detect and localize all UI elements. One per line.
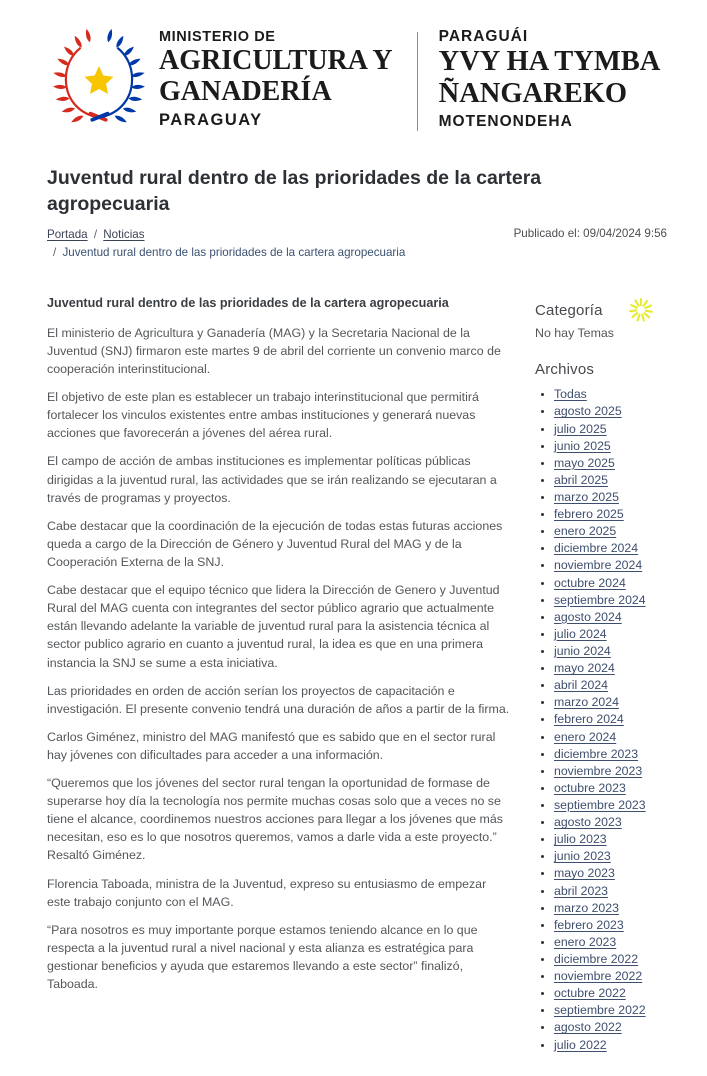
breadcrumb-line1	[47, 226, 405, 244]
archive-list-item	[554, 696, 667, 710]
archive-list-item	[554, 953, 667, 967]
archive-link[interactable]: julio 2024	[554, 626, 607, 641]
archive-link[interactable]: octubre 2022	[554, 986, 626, 1001]
article-paragraph: Cabe destacar que el equipo técnico que lidera la Dirección de Genero y Juventud Rural del MAG cuenta con integrantes del sector público agrario que actualmente están llevando adelante la variable de juventud rural para la asistencia técnica al sector publico agrario en cuanto a juventud rural, la idea es que en una primera instancia la SNJ se sume a esta iniciativa.	[47, 583, 500, 670]
article-paragraph: El objetivo de este plan es establecer un trabajo interinstitucional que permitirá fortalecer los vinculos existentes entre ambas instituciones y generará nuevas acciones que favorecerán a jóvenes del aérea rural.	[47, 390, 479, 441]
archive-link[interactable]: junio 2025	[554, 438, 611, 453]
article-paragraph: Florencia Taboada, ministra de la Juventud, expreso su entusiasmo de empezar este trabajo conjunto con el MAG.	[47, 876, 487, 909]
archive-list-item	[554, 833, 667, 847]
archive-list-item	[554, 645, 667, 659]
brand-gn-line3: ÑANGAREKO	[438, 77, 628, 109]
archive-link[interactable]: octubre 2023	[554, 780, 626, 795]
site-header	[47, 28, 667, 131]
article-body	[47, 294, 513, 1003]
asterisk-icon	[628, 297, 654, 323]
brand-es-line2: AGRICULTURA Y	[159, 45, 393, 77]
header-divider	[417, 32, 418, 131]
archive-link[interactable]: agosto 2025	[554, 404, 622, 419]
breadcrumb-current: Juventud rural dentro de las prioridades de la cartera agropecuaria	[62, 246, 406, 260]
article-paragraph: El campo de acción de ambas instituciones es implementar políticas públicas dirigidas a la juventud rural, las actividades que se irán realizando se ejecutaran a través de programas y proyectos.	[47, 454, 497, 505]
brand-es-line3: GANADERÍA	[159, 76, 332, 108]
archive-list-item	[554, 405, 667, 419]
archive-link[interactable]: diciembre 2022	[554, 951, 639, 966]
brand-gn-line2: YVY HA TYMBA	[438, 46, 661, 77]
archive-list-item	[554, 1004, 667, 1018]
archive-link[interactable]: julio 2022	[554, 1037, 607, 1052]
archive-list-item	[554, 936, 667, 950]
archive-list-item	[554, 765, 667, 779]
archive-list-item	[554, 594, 667, 608]
archive-link[interactable]: julio 2025	[554, 421, 607, 436]
archive-list-item	[554, 748, 667, 762]
page-title: Juventud rural dentro de las prioridades de la cartera agropecuaria	[47, 166, 542, 216]
category-empty-text: No hay Temas	[535, 326, 614, 341]
archive-link[interactable]: marzo 2024	[554, 695, 619, 710]
breadcrumb-link-portada[interactable]: Portada	[47, 228, 88, 242]
archives-title: Archivos	[535, 361, 595, 379]
meta-row	[47, 226, 667, 262]
archive-list-item	[554, 885, 667, 899]
archive-link[interactable]: noviembre 2023	[554, 763, 643, 778]
archive-list-item	[554, 474, 667, 488]
archive-list-item	[554, 987, 667, 1001]
archive-link[interactable]: noviembre 2022	[554, 969, 643, 984]
article-paragraph: “Queremos que los jóvenes del sector rural tengan la oportunidad de formase de superarse hoy día la tecnología nos permite muchas cosas solo que a veces no se tiene el alcance, coordinemos nuestros acciones para llegar a los jóvenes que más necesitan, eso es lo que nosotros queremos, vamos a darle vida a este proyecto.” Resaltó Giménez.	[47, 776, 503, 863]
archive-list-item	[554, 970, 667, 984]
archive-link[interactable]: agosto 2022	[554, 1020, 622, 1035]
brand-gn-line4: MOTENONDEHA	[438, 112, 573, 130]
archive-link[interactable]: diciembre 2024	[554, 541, 639, 556]
archive-list-item	[554, 782, 667, 796]
content-row	[47, 294, 667, 1055]
archive-list-item	[554, 542, 667, 556]
article-heading: Juventud rural dentro de las prioridades de la cartera agropecuaria	[47, 296, 449, 311]
breadcrumb	[47, 226, 405, 262]
brand-text-spanish	[159, 29, 393, 130]
archive-list-item	[554, 525, 667, 539]
archive-link[interactable]: noviembre 2024	[554, 558, 643, 573]
archive-list	[535, 388, 667, 1052]
archive-link[interactable]: julio 2023	[554, 832, 607, 847]
archive-link[interactable]: septiembre 2023	[554, 798, 646, 812]
archive-link[interactable]: enero 2025	[554, 524, 617, 539]
archive-link[interactable]: mayo 2024	[554, 661, 615, 676]
ministry-logo[interactable]	[53, 29, 393, 130]
breadcrumb-current-line	[47, 244, 405, 262]
breadcrumb-separator: /	[53, 246, 60, 260]
archive-link[interactable]: septiembre 2022	[554, 1003, 646, 1018]
archive-list-item	[554, 713, 667, 727]
brand-text-guarani	[439, 28, 661, 131]
archive-list-item	[554, 1021, 667, 1035]
archive-link[interactable]: junio 2024	[554, 644, 611, 659]
archive-link[interactable]: mayo 2023	[554, 866, 615, 881]
archive-list-item	[554, 1039, 667, 1053]
sidebar	[535, 294, 667, 1055]
archive-list-item	[554, 816, 667, 830]
article-paragraph: “Para nosotros es muy importante porque estamos teniendo alcance en lo que respecta a la juventud rural a nivel nacional y esta alianza es estratégica para gestionar beneficios y ayuda que estaremos llevando a este sector” finalizó, Taboada.	[47, 922, 478, 992]
archive-link[interactable]: junio 2023	[554, 849, 611, 864]
accessibility-widget-button[interactable]	[627, 296, 655, 324]
archive-list-item	[554, 731, 667, 745]
article-paragraph: Carlos Giménez, ministro del MAG manifestó que es sabido que en el sector rural hay jóvenes con dificultades para acceder a una información.	[47, 729, 496, 762]
archive-list-item	[554, 799, 667, 813]
archive-list-item	[554, 850, 667, 864]
breadcrumb-link-noticias[interactable]: Noticias	[103, 228, 145, 242]
star-icon	[84, 67, 113, 95]
archive-link[interactable]: agosto 2023	[554, 815, 622, 830]
archive-list-item	[554, 423, 667, 437]
archive-list-item	[554, 508, 667, 522]
archive-link[interactable]: febrero 2025	[554, 507, 624, 522]
archive-list-item	[554, 611, 667, 625]
archive-list-item	[554, 628, 667, 642]
brand-es-line1: MINISTERIO DE	[159, 29, 276, 46]
archive-list-item	[554, 388, 667, 402]
archive-list-item	[554, 457, 667, 471]
archive-link[interactable]: abril 2023	[554, 883, 609, 898]
archive-link[interactable]: marzo 2023	[554, 900, 619, 915]
archive-list-item	[554, 559, 667, 573]
archive-link[interactable]: Todas	[554, 387, 587, 402]
archive-list-item	[554, 440, 667, 454]
archive-link[interactable]: octubre 2024	[554, 575, 626, 590]
published-date: Publicado el: 09/04/2024 9:56	[513, 227, 667, 241]
archive-list-item	[554, 902, 667, 916]
archive-link[interactable]: febrero 2023	[554, 917, 624, 932]
archive-list-item	[554, 679, 667, 693]
article-paragraph: El ministerio de Agricultura y Ganadería (MAG) y la Secretaria Nacional de la Juventud (SNJ) firmaron este martes 9 de abril del corriente un convenio marco de cooperación interinstitucional.	[47, 325, 501, 376]
archive-link[interactable]: marzo 2025	[554, 490, 619, 505]
archive-list-item	[554, 919, 667, 933]
archive-link[interactable]: enero 2023	[554, 934, 617, 949]
article-paragraph: Cabe destacar que la coordinación de la ejecución de todas estas futuras acciones queda a cargo de la Dirección de Género y Juventud Rural del MAG y de la Cooperación Externa de la SNJ.	[47, 518, 503, 569]
brand-gn-line1: PARAGUÁI	[438, 28, 529, 45]
archive-link[interactable]: agosto 2024	[554, 609, 622, 624]
article-paragraph: Las prioridades en orden de acción serían los proyectos de capacitación e investigación. El presente convenio tendrá una duración de años a partir de la firma.	[47, 683, 510, 716]
brand-es-line4: PARAGUAY	[159, 110, 263, 129]
archive-link[interactable]: mayo 2025	[554, 455, 615, 470]
archive-list-item	[554, 577, 667, 591]
coat-of-arms-icon	[53, 29, 145, 129]
archive-list-item	[554, 662, 667, 676]
archive-link[interactable]: febrero 2024	[554, 712, 624, 727]
archive-link[interactable]: enero 2024	[554, 729, 617, 744]
breadcrumb-separator: /	[90, 228, 101, 242]
archive-link[interactable]: abril 2025	[554, 472, 609, 487]
archive-link[interactable]: abril 2024	[554, 678, 609, 693]
category-title: Categoría	[535, 302, 603, 320]
archive-link[interactable]: diciembre 2023	[554, 746, 639, 761]
archive-link[interactable]: septiembre 2024	[554, 592, 646, 607]
archive-list-item	[554, 491, 667, 505]
archive-list-item	[554, 867, 667, 881]
